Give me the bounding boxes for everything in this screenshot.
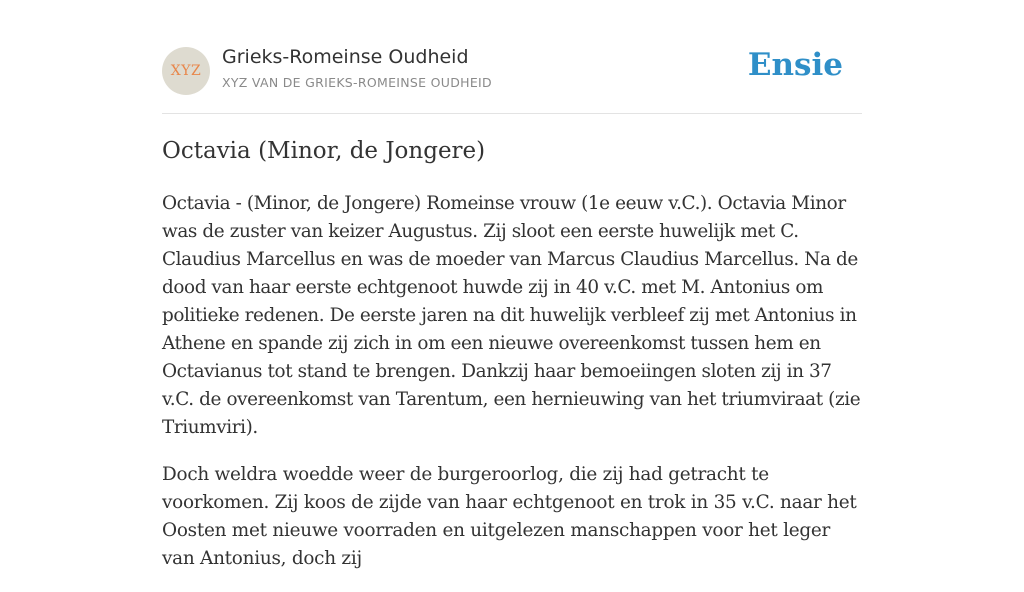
article-paragraph: Octavia - (Minor, de Jongere) Romeinse vrouw (1e eeuw v.C.). Octavia Minor was de zuster van keizer Augustus. Zij sloot een eerste huwelijk met C. Claudius Marcellus en was de moeder van Marcus Claudius Marcellus. Na de dood van haar eerste echtgenoot huwde zij in 40 v.C. met M. Antonius om politieke redenen. De eerste jaren na dit huwelijk verbleef zij met Antonius in Athene en spande zij zich in om een nieuwe overeenkomst tussen hem en Octavianus tot stand te brengen. Dankzij haar bemoeiingen sloten zij in 37 v.C. de overeenkomst van Tarentum, een hernieuwing van het triumviraat (zie Triumviri). [162,193,861,438]
article-paragraph: Doch weldra woedde weer de burgeroorlog, die zij had getracht te voorkomen. Zij koos de zijde van haar echtgenoot en trok in 35 v.C. naar het Oosten met nieuwe voorraden en uitgelezen manschappen voor het leger van Antonius, doch zij [162,464,857,569]
ensie-logo[interactable]: Ensie [747,47,843,83]
source-header [162,0,862,114]
article-body [162,190,866,592]
page-container [162,0,862,569]
article-title: Octavia (Minor, de Jongere) [162,138,486,164]
source-avatar[interactable]: XYZ [162,47,210,95]
source-title[interactable]: Grieks-Romeinse Oudheid [222,46,469,68]
source-subtitle: XYZ VAN DE GRIEKS-ROMEINSE OUDHEID [222,75,492,90]
